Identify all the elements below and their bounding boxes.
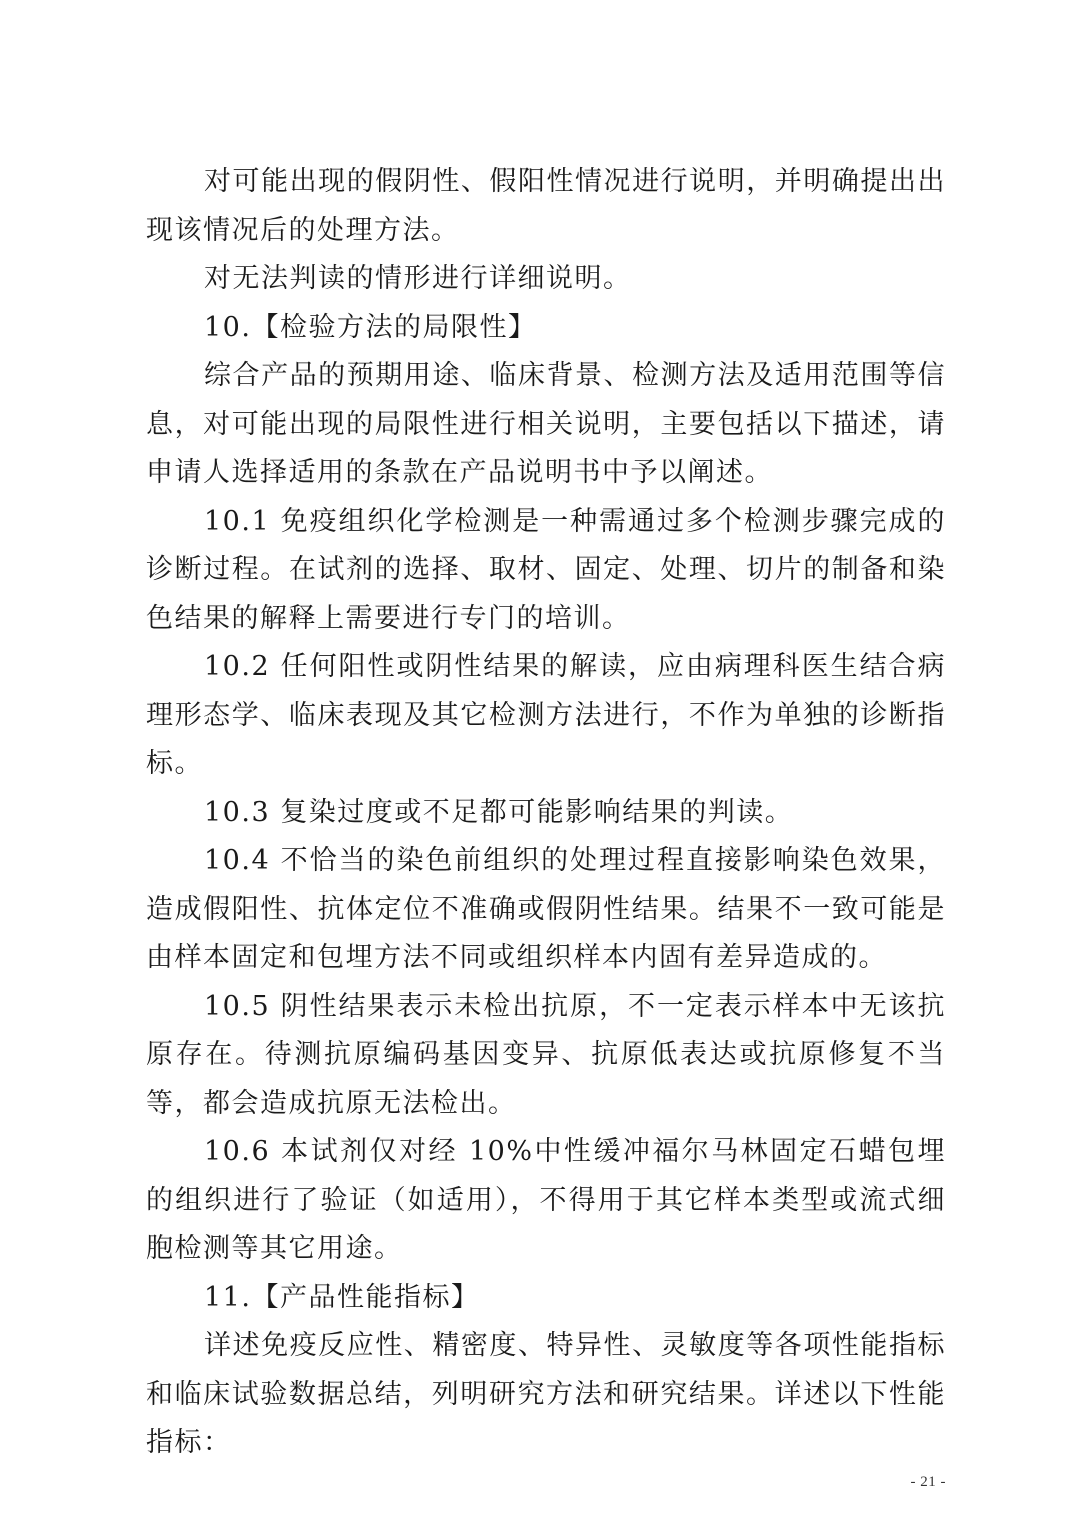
section-heading-performance: 11.【产品性能指标】 xyxy=(204,1281,480,1313)
paragraph-performance-intro: 详述免疫反应性、精密度、特异性、灵敏度等各项性能指标和临床试验数据总结，列明研究方法和研究结果。详述以下性能指标： xyxy=(146,1330,946,1458)
document-body xyxy=(146,158,946,1468)
paragraph-limitations-intro: 综合产品的预期用途、临床背景、检测方法及适用范围等信息，对可能出现的局限性进行相关说明，主要包括以下描述，请申请人选择适用的条款在产品说明书中予以阐述。 xyxy=(146,360,946,488)
paragraph-10-5: 10.5 阴性结果表示未检出抗原，不一定表示样本中无该抗原存在。待测抗原编码基因变异、抗原低表达或抗原修复不当等，都会造成抗原无法检出。 xyxy=(146,990,946,1119)
paragraph-10-6: 10.6 本试剂仅对经 10%中性缓冲福尔马林固定石蜡包埋的组织进行了验证（如适用），不得用于其它样本类型或流式细胞检测等其它用途。 xyxy=(146,1136,946,1264)
paragraph-10-4: 10.4 不恰当的染色前组织的处理过程直接影响染色效果，造成假阳性、抗体定位不准确或假阴性结果。结果不一致可能是由样本固定和包埋方法不同或组织样本内固有差异造成的。 xyxy=(146,845,946,973)
paragraph-false-results: 对可能出现的假阴性、假阳性情况进行说明，并明确提出出现该情况后的处理方法。 xyxy=(146,166,946,246)
paragraph-10-2: 10.2 任何阳性或阴性结果的解读，应由病理科医生结合病理形态学、临床表现及其它检测方法进行，不作为单独的诊断指标。 xyxy=(146,651,946,779)
section-heading-limitations: 10.【检验方法的局限性】 xyxy=(204,311,537,343)
page-number: - 21 - xyxy=(910,1474,946,1490)
paragraph-10-1: 10.1 免疫组织化学检测是一种需通过多个检测步骤完成的诊断过程。在试剂的选择、取材、固定、处理、切片的制备和染色结果的解释上需要进行专门的培训。 xyxy=(146,505,946,634)
paragraph-10-3: 10.3 复染过度或不足都可能影响结果的判读。 xyxy=(204,796,794,828)
paragraph-uninterpretable: 对无法判读的情形进行详细说明。 xyxy=(204,263,632,294)
